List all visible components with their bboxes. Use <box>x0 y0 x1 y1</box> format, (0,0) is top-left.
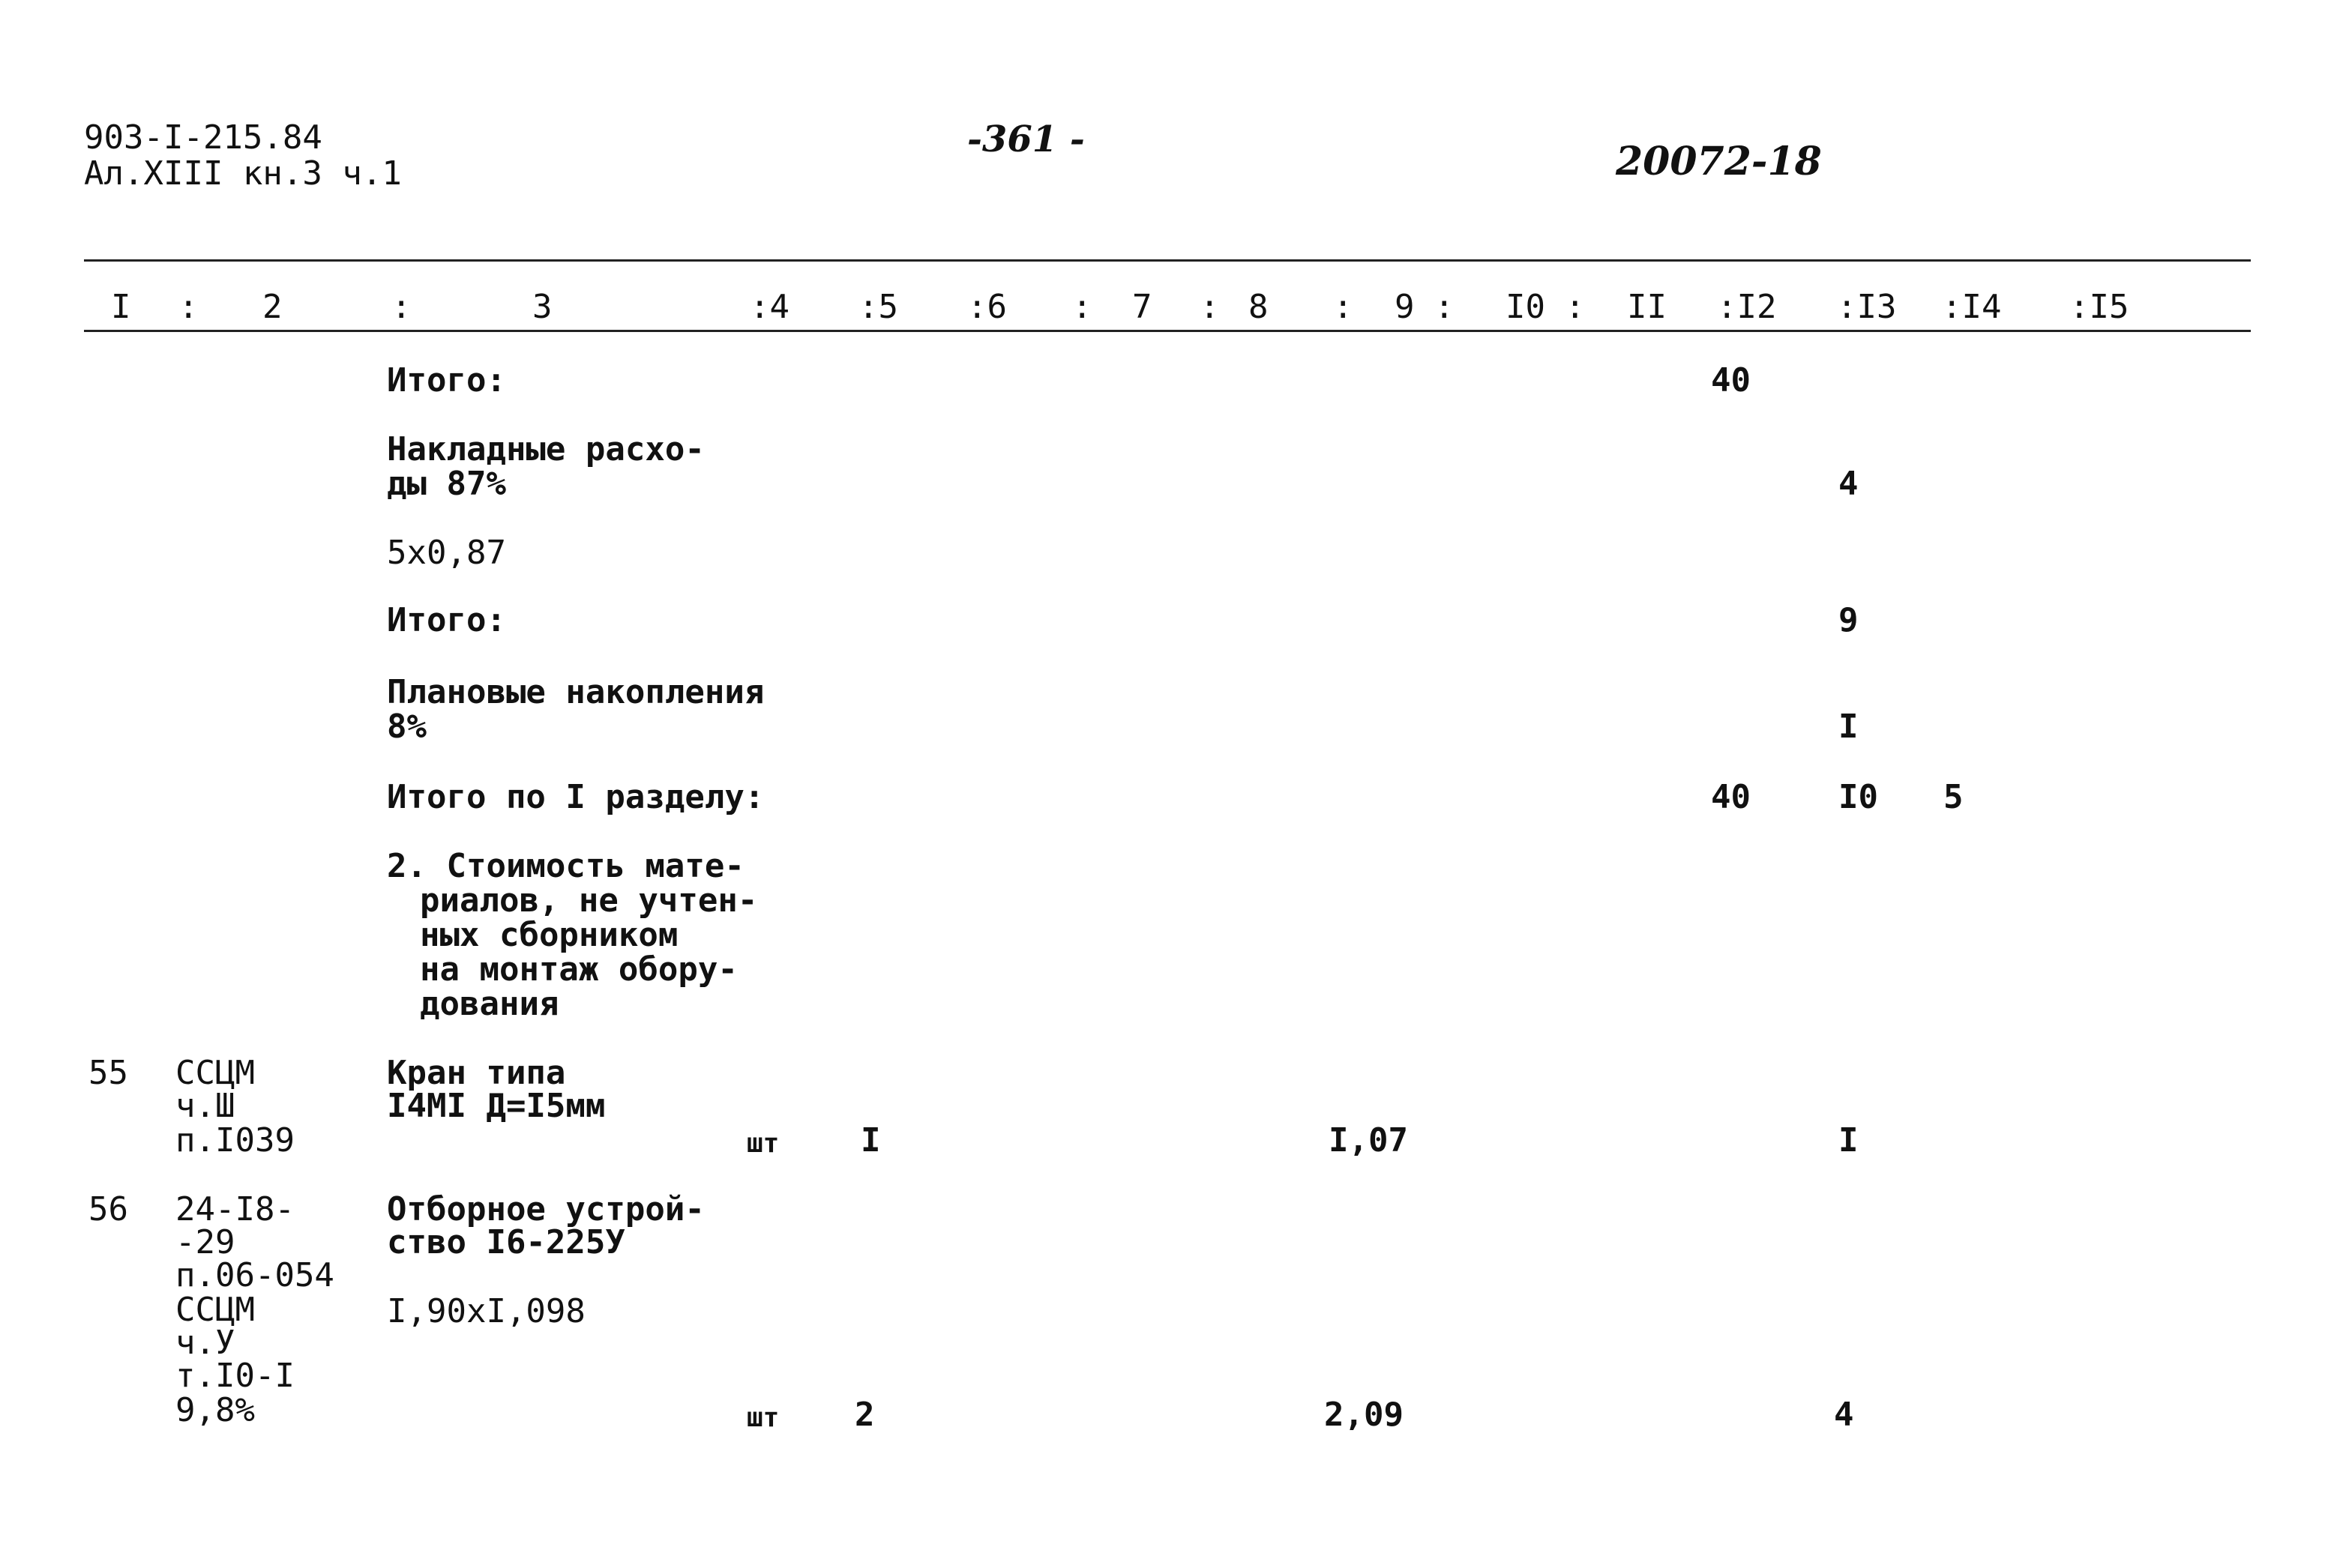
col-header-14: :I4 <box>1942 288 2002 326</box>
overhead-label-line2: ды 87% <box>387 465 506 503</box>
subtotal2-col13: 9 <box>1838 601 1859 639</box>
section-total-label: Итого по I разделу: <box>387 778 765 816</box>
album-ref: Ал.XIII кн.3 ч.1 <box>84 154 402 193</box>
row-ref-line: -29 <box>175 1223 235 1261</box>
row-number: 55 <box>88 1054 128 1092</box>
header-bottom-rule <box>84 330 2251 332</box>
row-ref-line: ч.У <box>175 1324 235 1362</box>
col-sep: : <box>1072 288 1092 326</box>
section-2-line: на монтаж обору- <box>420 950 738 989</box>
row-number: 56 <box>88 1190 128 1228</box>
col-header-12: :I2 <box>1717 288 1777 326</box>
row-formula: I,90хI,098 <box>387 1292 586 1330</box>
row-name-line: ство I6-225У <box>387 1223 625 1261</box>
subtotal2-label: Итого: <box>387 601 506 639</box>
col-sep: : <box>1200 288 1220 326</box>
row-ref-line: ССЦМ <box>175 1291 255 1329</box>
row-name-line: Отборное устрой- <box>387 1190 705 1228</box>
col-sep: : <box>1333 288 1353 326</box>
col-header-5: :5 <box>858 288 898 326</box>
row-unit: шт <box>747 1402 780 1433</box>
top-rule <box>84 259 2251 262</box>
subtotal-label: Итого: <box>387 361 506 399</box>
row-ref-line: 24-I8- <box>175 1190 295 1228</box>
doc-code: 903-I-215.84 <box>84 118 322 157</box>
section-total-col13: I0 <box>1838 778 1878 816</box>
row-name-line: I4МI Д=I5мм <box>387 1087 606 1125</box>
section-2-line: дования <box>420 985 559 1023</box>
row-price: I,07 <box>1329 1121 1408 1160</box>
col-header-13: :I3 <box>1837 288 1897 326</box>
col-header-3: 3 <box>532 288 553 326</box>
col-header-2: 2 <box>262 288 283 326</box>
row-quantity: I <box>861 1121 881 1160</box>
col-header-10: I0 : <box>1506 288 1585 326</box>
col-header-6: :6 <box>967 288 1007 326</box>
row-col13: I <box>1838 1121 1859 1160</box>
row-ref-line: ч.Ш <box>175 1087 235 1125</box>
col-header-11: II <box>1627 288 1667 326</box>
row-price: 2,09 <box>1324 1396 1404 1434</box>
col-sep: : <box>391 288 412 326</box>
planned-label-line2: 8% <box>387 708 427 746</box>
section-total-col12: 40 <box>1711 778 1751 816</box>
row-col13: 4 <box>1834 1396 1854 1434</box>
row-quantity: 2 <box>855 1396 875 1434</box>
col-header-7: 7 <box>1132 288 1152 326</box>
section-total-col14: 5 <box>1943 778 1964 816</box>
row-ref-line: ССЦМ <box>175 1054 255 1092</box>
section-2-line: риалов, не учтен- <box>420 881 758 920</box>
row-ref-line: т.I0-I <box>175 1357 295 1395</box>
row-ref-line: 9,8% <box>175 1391 255 1429</box>
planned-col13: I <box>1838 708 1859 746</box>
planned-label-line1: Плановые накопления <box>387 673 765 711</box>
overhead-col13: 4 <box>1838 465 1859 503</box>
row-unit: шт <box>747 1128 780 1159</box>
col-header-15: :I5 <box>2069 288 2129 326</box>
col-header-8: 8 <box>1248 288 1269 326</box>
row-ref-line: п.I039 <box>175 1121 295 1160</box>
col-header-9: 9 : <box>1395 288 1455 326</box>
order-number: 20072-18 <box>1616 139 1822 184</box>
page-number: -361 - <box>967 118 1085 160</box>
col-header-1: I <box>111 288 131 326</box>
overhead-formula: 5х0,87 <box>387 534 506 572</box>
subtotal-col12: 40 <box>1711 361 1751 399</box>
row-ref-line: п.06-054 <box>175 1256 334 1294</box>
section-2-line: 2. Стоимость мате- <box>387 847 745 885</box>
overhead-label-line1: Накладные расхо- <box>387 430 705 468</box>
col-sep: : <box>178 288 199 326</box>
row-name-line: Кран типа <box>387 1054 566 1092</box>
col-header-4: :4 <box>750 288 789 326</box>
section-2-line: ных сборником <box>420 916 679 954</box>
